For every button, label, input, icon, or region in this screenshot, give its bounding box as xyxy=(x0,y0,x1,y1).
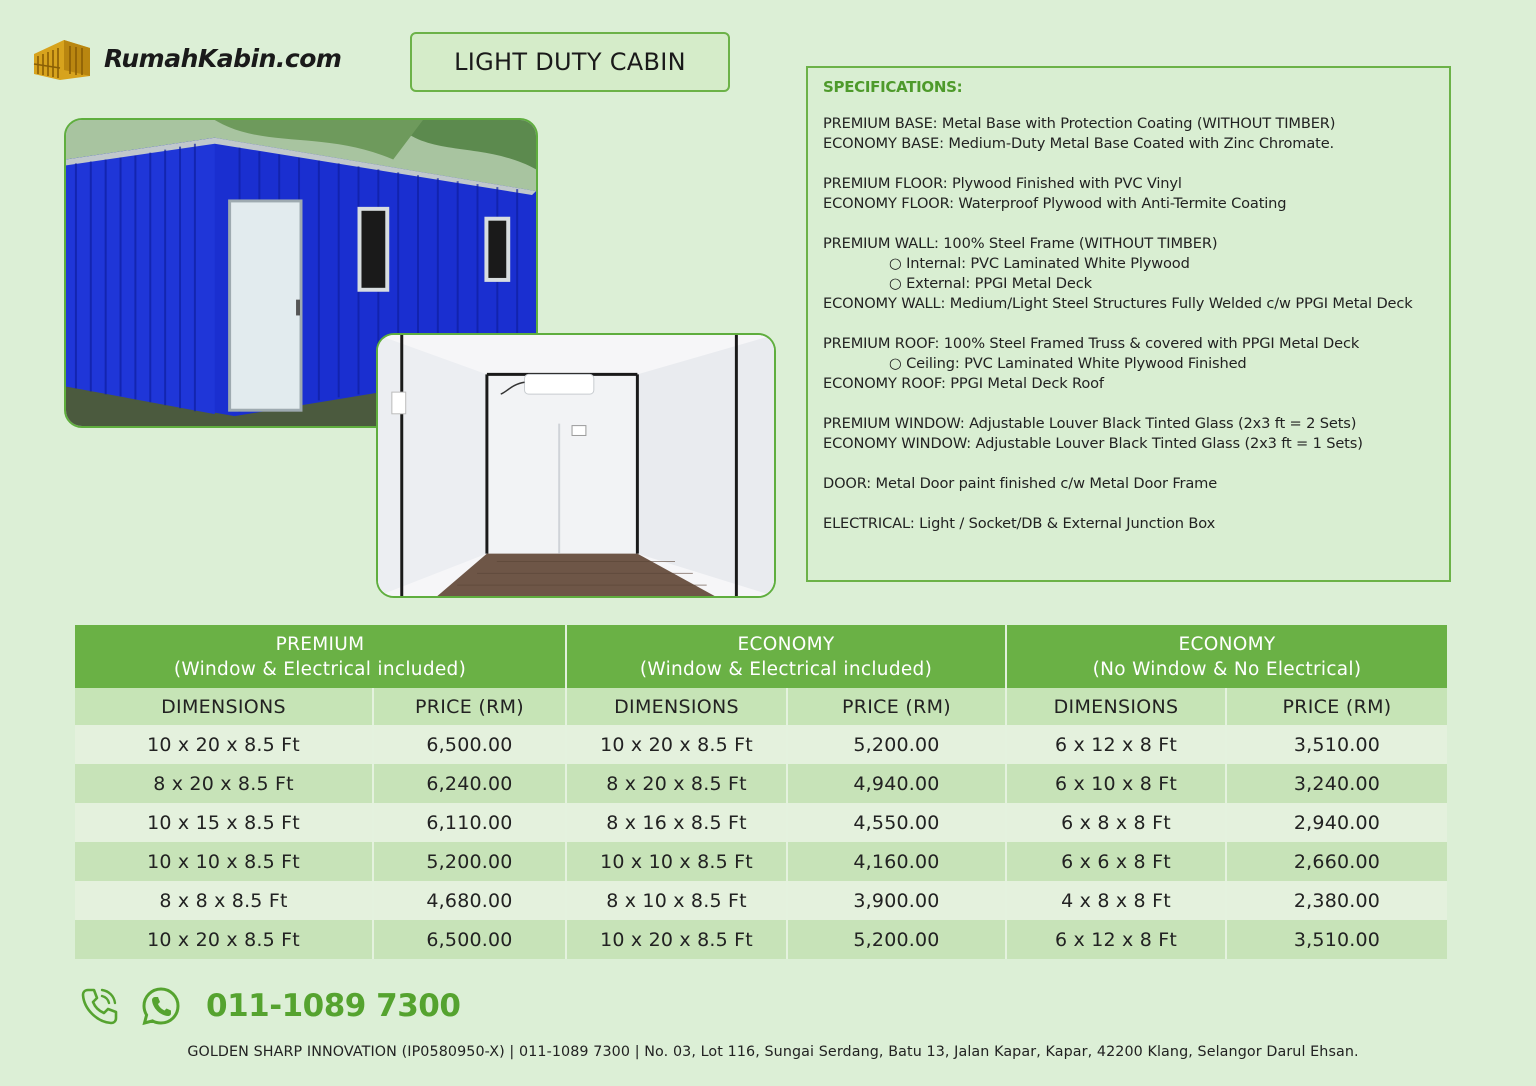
dimension-cell: 8 x 10 x 8.5 Ft xyxy=(566,881,787,920)
group-header-economy-basic xyxy=(1006,625,1447,688)
group-title: PREMIUM xyxy=(275,633,365,655)
spec-roof-premium: PREMIUM ROOF: 100% Steel Framed Truss & covered with PPGI Metal Deck xyxy=(823,335,1360,352)
price-cell: 4,680.00 xyxy=(373,881,566,920)
spec-wall-premium: PREMIUM WALL: 100% Steel Frame (WITHOUT TIMBER) xyxy=(823,235,1218,252)
table-row xyxy=(75,842,1447,881)
group-header-premium xyxy=(75,625,566,688)
dimension-cell: 8 x 16 x 8.5 Ft xyxy=(566,803,787,842)
price-cell: 5,200.00 xyxy=(373,842,566,881)
dimension-cell: 10 x 20 x 8.5 Ft xyxy=(75,920,373,959)
price-cell: 6,500.00 xyxy=(373,920,566,959)
group-header-economy xyxy=(566,625,1006,688)
spec-door: DOOR: Metal Door paint finished c/w Metal Door Frame xyxy=(823,475,1218,492)
container-logo-icon xyxy=(30,34,94,82)
price-cell: 4,940.00 xyxy=(787,764,1006,803)
whatsapp-icon[interactable] xyxy=(140,985,182,1027)
spec-base-premium: PREMIUM BASE: Metal Base with Protection Coating (WITHOUT TIMBER) xyxy=(823,115,1336,132)
table-row xyxy=(75,920,1447,959)
brand-name: RumahKabin.com xyxy=(104,43,342,73)
dimension-cell: 8 x 20 x 8.5 Ft xyxy=(75,764,373,803)
spec-wall-internal: ○ Internal: PVC Laminated White Plywood xyxy=(889,255,1190,272)
page-title: LIGHT DUTY CABIN xyxy=(410,32,730,92)
dimension-cell: 8 x 20 x 8.5 Ft xyxy=(566,764,787,803)
price-table xyxy=(75,625,1447,959)
spec-wall-external: ○ External: PPGI Metal Deck xyxy=(889,275,1092,292)
price-cell: 6,110.00 xyxy=(373,803,566,842)
dimension-cell: 10 x 10 x 8.5 Ft xyxy=(75,842,373,881)
dimension-cell: 4 x 8 x 8 Ft xyxy=(1006,881,1226,920)
price-cell: 6,240.00 xyxy=(373,764,566,803)
table-row xyxy=(75,881,1447,920)
group-title: ECONOMY xyxy=(1178,633,1276,655)
dimension-cell: 10 x 20 x 8.5 Ft xyxy=(75,725,373,764)
dimension-cell: 10 x 20 x 8.5 Ft xyxy=(566,725,787,764)
table-row xyxy=(75,803,1447,842)
price-cell: 3,510.00 xyxy=(1226,725,1447,764)
spec-window-economy: ECONOMY WINDOW: Adjustable Louver Black Tinted Glass (2x3 ft = 1 Sets) xyxy=(823,435,1363,452)
price-cell: 4,550.00 xyxy=(787,803,1006,842)
spec-base-economy: ECONOMY BASE: Medium-Duty Metal Base Coated with Zinc Chromate. xyxy=(823,135,1335,152)
spec-electrical: ELECTRICAL: Light / Socket/DB & External Junction Box xyxy=(823,515,1216,532)
cabin-interior-photo xyxy=(376,333,776,598)
spec-window-premium: PREMIUM WINDOW: Adjustable Louver Black Tinted Glass (2x3 ft = 2 Sets) xyxy=(823,415,1357,432)
dimension-cell: 6 x 8 x 8 Ft xyxy=(1006,803,1226,842)
dimension-cell: 10 x 10 x 8.5 Ft xyxy=(566,842,787,881)
specifications-heading: SPECIFICATIONS: xyxy=(823,78,963,96)
dimension-cell: 6 x 12 x 8 Ft xyxy=(1006,920,1226,959)
dimension-cell: 8 x 8 x 8.5 Ft xyxy=(75,881,373,920)
specifications-panel xyxy=(806,66,1451,582)
dimension-cell: 10 x 20 x 8.5 Ft xyxy=(566,920,787,959)
price-cell: 2,660.00 xyxy=(1226,842,1447,881)
spec-floor-premium: PREMIUM FLOOR: Plywood Finished with PVC Vinyl xyxy=(823,175,1182,192)
price-cell: 6,500.00 xyxy=(373,725,566,764)
table-row xyxy=(75,764,1447,803)
company-footer: GOLDEN SHARP INNOVATION (IP0580950-X) | 011-1089 7300 | No. 03, Lot 116, Sungai Serdang, Batu 13, Jalan Kapar, Kapar, 42200 Klang, Selangor Darul Ehsan. xyxy=(187,1044,1359,1060)
column-header-price: PRICE (RM) xyxy=(373,688,566,725)
table-row xyxy=(75,725,1447,764)
price-cell: 3,510.00 xyxy=(1226,920,1447,959)
price-cell: 3,240.00 xyxy=(1226,764,1447,803)
phone-icon[interactable] xyxy=(78,985,120,1027)
price-cell: 4,160.00 xyxy=(787,842,1006,881)
spec-floor-economy: ECONOMY FLOOR: Waterproof Plywood with Anti-Termite Coating xyxy=(823,195,1287,212)
column-header-dimensions: DIMENSIONS xyxy=(566,688,787,725)
spec-wall-economy: ECONOMY WALL: Medium/Light Steel Structures Fully Welded c/w PPGI Metal Deck xyxy=(823,295,1413,312)
contact-bar xyxy=(78,985,460,1027)
phone-number[interactable]: 011-1089 7300 xyxy=(206,988,461,1024)
price-cell: 3,900.00 xyxy=(787,881,1006,920)
column-header-price: PRICE (RM) xyxy=(787,688,1006,725)
column-header-dimensions: DIMENSIONS xyxy=(1006,688,1226,725)
column-header-price: PRICE (RM) xyxy=(1226,688,1447,725)
dimension-cell: 6 x 10 x 8 Ft xyxy=(1006,764,1226,803)
group-subtitle: (Window & Electrical included) xyxy=(173,658,467,680)
group-title: ECONOMY xyxy=(737,633,835,655)
group-subtitle: (Window & Electrical included) xyxy=(639,658,933,680)
price-cell: 2,940.00 xyxy=(1226,803,1447,842)
dimension-cell: 6 x 12 x 8 Ft xyxy=(1006,725,1226,764)
price-cell: 2,380.00 xyxy=(1226,881,1447,920)
dimension-cell: 6 x 6 x 8 Ft xyxy=(1006,842,1226,881)
group-subtitle: (No Window & No Electrical) xyxy=(1092,658,1362,680)
column-header-dimensions: DIMENSIONS xyxy=(75,688,373,725)
price-cell: 5,200.00 xyxy=(787,725,1006,764)
brand-logo[interactable] xyxy=(30,34,341,82)
spec-roof-economy: ECONOMY ROOF: PPGI Metal Deck Roof xyxy=(823,375,1104,392)
price-cell: 5,200.00 xyxy=(787,920,1006,959)
spec-roof-ceiling: ○ Ceiling: PVC Laminated White Plywood Finished xyxy=(889,355,1247,372)
dimension-cell: 10 x 15 x 8.5 Ft xyxy=(75,803,373,842)
